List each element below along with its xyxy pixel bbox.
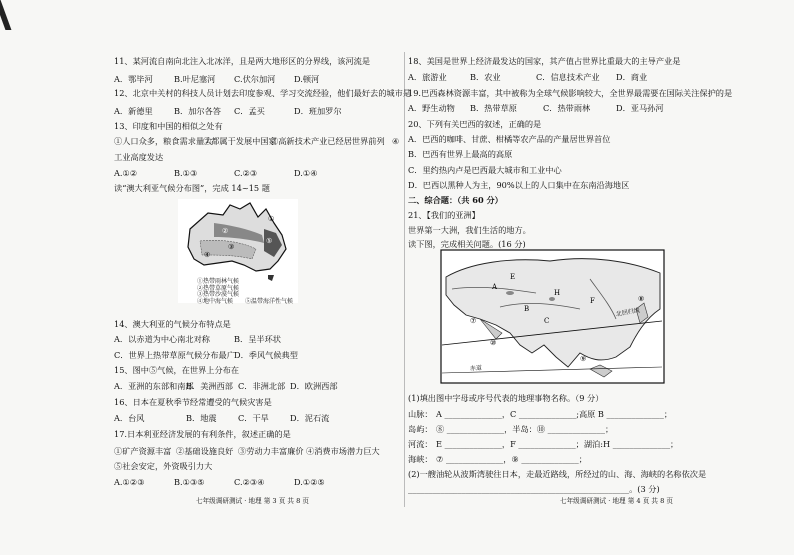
q17-opt-d: D.①②⑤ [294,477,325,487]
svg-text:②: ② [222,227,229,235]
q13-item-4-text: 工业高度发达 [114,152,164,162]
q16-opt-a: A．台风 [114,413,145,423]
q13-opt-c: C.②③ [234,168,258,178]
q14-intro: 读“澳大利亚气候分布图”，完成 14~15 题 [114,183,270,193]
row-mountains-blanks: A ______________，C ______________;高原 B ______________； [436,409,673,419]
q13-opt-d: D.①④ [294,168,318,178]
q14-opt-d: D．季风气候典型 [234,350,298,360]
row-straits-blanks: ⑦ ______________，⑨ ______________； [436,454,587,464]
q19-text: 19.巴西森林资源丰富，其中被称为全球气候影响较大，全世界最需要在国际关注保护的是 [408,88,733,98]
q20-opt-a: A．巴西的咖啡、甘蔗、柑橘等农产品的产量居世界首位 [408,134,611,144]
q17-opt-b: B.①③⑤ [174,477,205,487]
svg-text:F: F [590,297,595,305]
svg-text:③: ③ [228,243,235,251]
q13-opt-a: A.①② [114,168,138,178]
q12-opt-d: D．班加罗尔 [294,106,342,116]
page-4-footer: 七年级调研测试 · 地理 第 4 页 共 8 页 [560,497,673,505]
q13-item-1: ①人口众多，粮食需求量大 [114,136,213,146]
q17-item-2: ②基础设施良好 [176,446,234,456]
q11-opt-c: C.伏尔加河 [234,74,276,84]
svg-text:⑨: ⑨ [580,355,587,363]
q21-title: 21、【我们的亚洲】 [408,210,480,220]
q17-opt-a: A.①②③ [114,477,145,487]
q11-opt-d: D.顿河 [294,74,320,84]
q16-opt-c: C．干旱 [238,413,269,423]
q12-opt-b: B．加尔各答 [174,106,221,116]
q17-item-1: ①矿产资源丰富 [114,446,172,456]
q20-text: 20、下列有关巴西的叙述，正确的是 [408,119,542,129]
q11-text: 11、某河流自南向北注入北冰洋，且是两大地形区的分界线，该河流是 [114,56,371,66]
q16-opt-b: B．地震 [186,413,217,423]
q17-item-4: ④消费市场潜力巨大 [306,446,380,456]
q20-opt-c: C．里约热内卢是巴西最大城市和工业中心 [408,165,562,175]
q15-text: 15、图中⑤气候，在世界上分布在 [114,365,240,375]
svg-text:⑤: ⑤ [266,237,273,245]
q13-item-4: ④ [392,136,400,146]
q17-item-3: ③劳动力丰富廉价 [238,446,304,456]
svg-text:⑦: ⑦ [470,317,477,325]
q18-opt-d: D．商业 [616,72,648,82]
q15-opt-d: D．欧洲西部 [290,381,338,391]
q14-text: 14、澳大利亚的气候分布特点是 [114,319,231,329]
q21-1-text: (1)填出图中字母或序号代表的地理事物名称。（9 分） [408,393,604,403]
row-straits-key: 海峡： [408,454,433,464]
q17-opt-c: C.②③④ [234,477,265,487]
svg-text:B: B [524,305,530,313]
section-heading: 二、综合题：（共 60 分） [408,195,503,205]
legend-3: ③热带沙漠气候 [197,291,240,298]
q20-opt-b: B．巴西有世界上最高的高原 [408,149,513,159]
q19-opt-b: B．热带草原 [470,103,517,113]
q15-opt-c: C．非洲北部 [238,381,286,391]
equator-label: 赤道 [469,364,483,373]
q16-opt-d: D．泥石流 [290,413,330,423]
svg-text:⑩: ⑩ [490,339,497,347]
q16-text: 16、日本在夏秋季节经常遭受的气候灾害是 [114,397,272,407]
q14-opt-c: C．世界上热带草原气候分布最广 [114,350,235,360]
q12-text: 12、北京中关村的科技人员计划去印度参观、学习交流经验，他们最好去的城市是 [114,88,411,98]
q20-opt-d: D．巴西以黑种人为主，90%以上的人口集中在东南沿海地区 [408,180,630,190]
q12-opt-a: A．新德里 [114,106,153,116]
q21-2-text: (2)一艘油轮从波斯湾驶往日本，走最近路线，所经过的山、海、海峡的名称依次是 [408,469,707,479]
legend-2: ②热带草原气候 [197,285,240,292]
column-divider [404,52,405,507]
legend-5: ⑤温带海洋性气候 [245,298,294,305]
q17-text: 17.日本利亚经济发展的有利条件，叙述正确的是 [114,429,291,439]
q14-opt-a: A．以赤道为中心南北对称 [114,334,210,344]
q18-opt-a: A．旅游业 [408,72,447,82]
q13-opt-b: B.①③ [174,168,198,178]
row-rivers-key: 河流： [408,439,433,449]
svg-text:C: C [544,317,550,325]
q19-opt-d: D．亚马孙河 [616,103,664,113]
tropic-label: 北回归线 [615,306,641,319]
legend-1: ①热带雨林气候 [197,278,240,285]
svg-text:A: A [492,283,498,291]
q11-opt-b: B.叶尼塞河 [174,74,216,84]
q21-line-1: 世界第一大洲，我们生活的地方。 [408,225,531,235]
q21-2-blank: ______________________________________________________。(3 分) [408,484,660,494]
row-islands-blanks: ⑧ ______________，半岛：⑩ ______________； [436,424,614,434]
legend-4: ④地中海气候 [197,298,234,305]
svg-text:H: H [554,289,561,297]
q17-item-5: ⑤社会安定，外资吸引力大 [114,461,213,471]
svg-text:E: E [510,273,516,281]
q19-opt-a: A．野生动物 [408,103,455,113]
asia-map [440,249,665,384]
q15-opt-a: A．亚洲的东部和南部 [114,381,194,391]
q15-opt-b: B．美洲西部 [186,381,233,391]
q13-text: 13、印度和中国的相似之处有 [114,121,223,131]
svg-text:⑧: ⑧ [638,295,645,303]
row-islands-key: 岛屿： [408,424,433,434]
q19-opt-c: C．热带雨林 [543,103,591,113]
row-rivers-blanks: E ______________，F ______________；湖泊:H ______________； [436,439,679,449]
q18-text: 18、美国是世界上经济最发达的国家，其产值占世界比重最大的主导产业是 [408,56,681,66]
page-3-footer: 七年级调研测试 · 地理 第 3 页 共 8 页 [196,497,309,505]
scan-corner [0,0,11,30]
q13-item-2: ②都属于发展中国家 [203,136,277,146]
row-mountains-key: 山脉： [408,409,433,419]
svg-text:①: ① [268,215,275,223]
q14-opt-b: B．呈半环状 [234,334,281,344]
q13-item-3: ③高新技术产业已经居世界前列 [270,136,385,146]
q11-opt-a: A．鄂毕河 [114,74,153,84]
q18-opt-b: B．农业 [470,72,501,82]
svg-text:④: ④ [204,251,211,259]
q18-opt-c: C．信息技术产业 [536,72,600,82]
q21-line-2: 读下图，完成相关问题。(16 分) [408,239,526,249]
q12-opt-c: C．孟买 [234,106,265,116]
